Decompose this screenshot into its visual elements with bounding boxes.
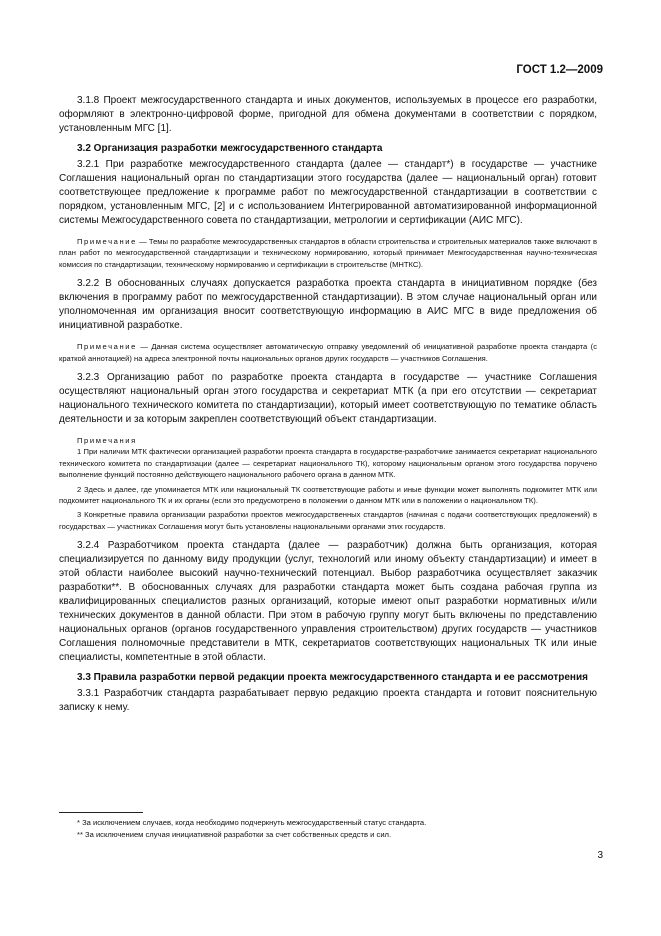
footnote-2: ** За исключением случая инициативной разработки за счет собственных средств и сил. [77, 830, 392, 839]
note-text: — Данная система осуществляет автоматическую отправку уведомлений об инициативной разработке проекта стандарта (с краткой аннотацией) на адреса электронной почты национальных органов других государств — участников Соглашения. [59, 342, 597, 363]
note-item-3: 3 Конкретные правила организации разработки проектов межгосударственных стандартов (начиная с подачи соответствующих предложений) в государствах — участниках Соглашения могут быть установлены национальными органами этих государств. [59, 510, 597, 531]
section-heading-3-3: 3.3 Правила разработки первой редакции проекта межгосударственного стандарта и ее рассмотрения [77, 672, 588, 684]
notes-title: Примечания [77, 436, 137, 446]
document-body [59, 94, 597, 717]
paragraph-3-2-2: 3.2.2 В обоснованных случаях допускается разработка проекта стандарта в инициативном порядке (без включения в программу работ по межгосударственной стандартизации). В этом случае национальный орган или уполномоченная им организация вносит соответствующую информацию в АИС МГС в виде предложения об инициативной разработке. [59, 278, 597, 332]
paragraph-3-3-1: 3.3.1 Разработчик стандарта разрабатывает первую редакцию проекта стандарта и готовит пояснительную записку к нему. [59, 688, 597, 714]
paragraph-3-1-8: 3.1.8 Проект межгосударственного стандарта и иных документов, используемых в процессе его разработки, оформляют в электронно-цифровой форме, пригодной для обмена документами в соответствии с порядком, установленным МГС [1]. [59, 95, 597, 134]
footnote-1: * За исключением случаев, когда необходимо подчеркнуть межгосударственный статус стандарта. [77, 818, 427, 827]
note-item-1: 1 При наличии МТК фактически организацией разработки проекта стандарта в государстве-разработчике занимается секретариат национального технического комитета по стандартизации (далее — секретариат национального ТК), которому национальным органом этого государства поручено выполнение функций постоянно действующего национального рабочего органа в данном МТК. [59, 447, 597, 480]
page-number: 3 [597, 850, 603, 861]
document-code-header: ГОСТ 1.2—2009 [516, 64, 603, 76]
note-2 [59, 341, 597, 364]
note-label: Примечание [77, 342, 137, 352]
section-heading-3-2: 3.2 Организация разработки межгосударственного стандарта [77, 143, 383, 154]
note-text: — Темы по разработке межгосударственных стандартов в области строительства и строительных материалов также включают в план работ по межгосударственной стандартизации и техническому нормированию, который принимает Межгосударственная научно-техническая комиссия по стандартизации, техническому нормированию и сертификации в строительстве (МНТКС). [59, 237, 597, 269]
footnote-divider [59, 812, 143, 813]
note-item-2: 2 Здесь и далее, где упоминается МТК или национальный ТК соответствующие работы и иные функции может выполнять подкомитет МТК или подкомитет национального ТК и их органы (если это предусмотрено в положении о данном МТК или в положении о национальном ТК). [59, 484, 597, 506]
paragraph-3-2-1: 3.2.1 При разработке межгосударственного стандарта (далее — стандарт*) в государстве — участнике Соглашения национальный орган по стандартизации этого государства (далее — национальный орган) готовит соответствующее предложение к программе работ по межгосударственной стандартизации в соответствии с порядком, установленным МГС, [2] и с использованием Интегрированной автоматизированной информационной системы Межгосударственного совета по стандартизации, метрологии и сертификации (АИС МГС). [59, 159, 597, 226]
paragraph-3-2-3: 3.2.3 Организацию работ по разработке проекта стандарта в государстве — участнике Соглашения осуществляют национальный орган этого государства и секретариат МТК (а при его отсутствии — секретариат национального технического комитета по стандартизации), который имеет соответствующую по тематике область деятельности и за которым закреплен соответствующий объект стандартизации. [59, 372, 597, 426]
note-1 [59, 236, 597, 270]
footnotes [59, 817, 597, 841]
note-label: Примечание [77, 237, 137, 246]
paragraph-3-2-4: 3.2.4 Разработчиком проекта стандарта (далее — разработчик) должна быть организация, которая специализируется по данному виду продукции (услуг, технологий или иному объекту стандартизации) и имеет в этой области наиболее высокий научно-технический потенциал. Выбор разработчика осуществляет заказчик разработки**. В обоснованных случаях для разработки стандарта может быть создана рабочая группа из квалифицированных специалистов разных организаций, которые имеют опыт разработки нормативных и/или технических документов в данной области. При этом в рабочую группу могут быть включены по представлению национальных органов (органов государственного управления строительством) других государств — участников Соглашения полномочные представители в МТК, секретариатов соответствующих национальных ТК или иные специалисты, компетентные в этой области. [59, 540, 597, 664]
